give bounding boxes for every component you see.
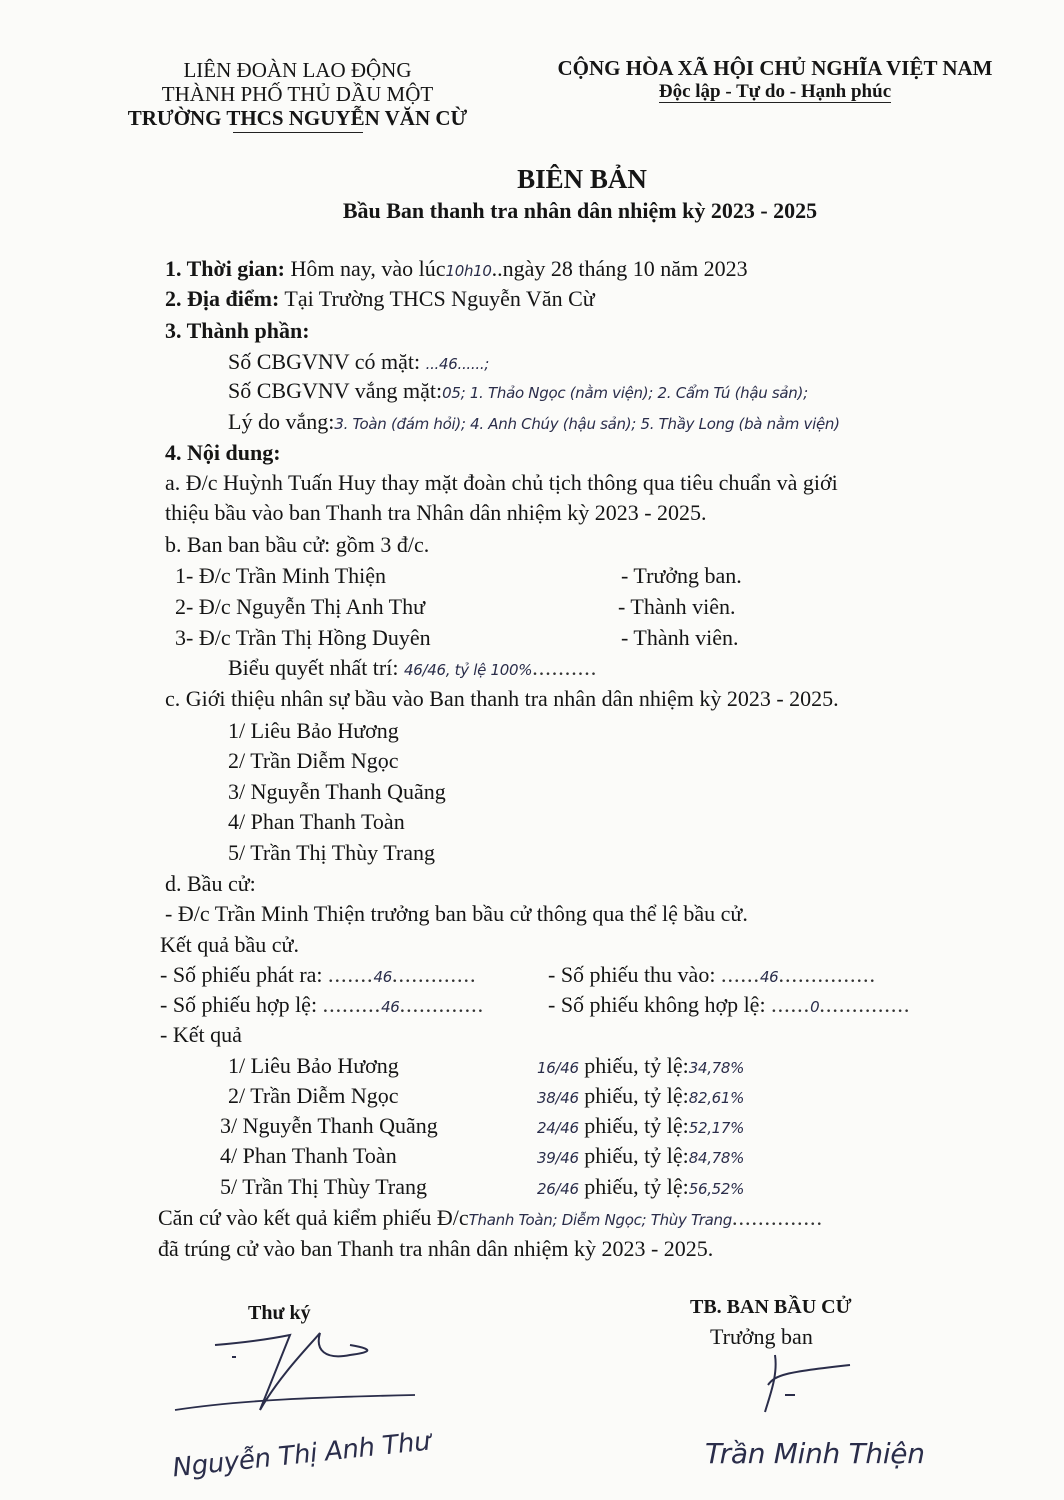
candidate-item: 1/ Liêu Bảo Hương <box>228 718 399 743</box>
candidate-item: 4/ Phan Thanh Toàn <box>228 809 405 834</box>
board-signature-title: TB. BAN BẦU CỬ <box>690 1296 852 1318</box>
ballots-invalid-row <box>548 992 910 1020</box>
ballots-valid-handwritten: 46 <box>381 998 400 1016</box>
board-member-name: 2- Đ/c Nguyễn Thị Anh Thư <box>175 594 426 619</box>
time-label: 1. Thời gian: <box>165 256 285 281</box>
result-votes-handwritten: 38/46 <box>537 1089 579 1107</box>
reason-label: Lý do vắng: <box>228 409 335 434</box>
board-member-role: - Trưởng ban. <box>621 563 742 588</box>
national-header <box>530 56 1020 104</box>
result-rate-handwritten: 34,78% <box>688 1059 745 1077</box>
item-c-line: c. Giới thiệu nhân sự bầu vào Ban thanh tra nhân dân nhiệm kỳ 2023 - 2025. <box>165 686 839 711</box>
school-name: TRƯỜNG THCS NGUYỄN VĂN CỪ <box>127 106 468 130</box>
board-member-role: - Thành viên. <box>621 625 739 650</box>
time-handwritten: 10h10 <box>445 262 492 280</box>
item-b-line: b. Ban ban bầu cử: gồm 3 đ/c. <box>165 532 430 557</box>
chair-signature <box>740 1350 860 1420</box>
result-rate-handwritten: 84,78% <box>688 1149 745 1167</box>
board-signature-role: Trưởng ban <box>710 1324 813 1349</box>
absent-handwritten: 05; 1. Thảo Ngọc (nằm viện); 2. Cẩm Tú (hậu sản); <box>442 384 808 402</box>
absent-label: Số CBGVNV vắng mặt: <box>228 378 443 403</box>
secretary-name-handwritten: Nguyễn Thị Anh Thư <box>171 1426 432 1484</box>
ballots-issued-handwritten: 46 <box>373 968 393 986</box>
result-phieu-text: phiếu, tỷ lệ: <box>584 1143 689 1168</box>
result-votes-handwritten: 26/46 <box>537 1180 579 1198</box>
item-a-line-1: a. Đ/c Huỳnh Tuấn Huy thay mặt đoàn chủ tịch thông qua tiêu chuẩn và giới <box>165 470 838 495</box>
result-name: 1/ Liêu Bảo Hương <box>228 1053 399 1078</box>
result-votes <box>537 1143 744 1171</box>
result-phieu-text: phiếu, tỷ lệ: <box>584 1053 689 1078</box>
ballots-valid-label: - Số phiếu hợp lệ: <box>160 992 318 1017</box>
ballots-collected-row <box>548 962 876 990</box>
org-underline <box>233 132 363 133</box>
present-handwritten: ...46......; <box>425 355 490 373</box>
chair-name-handwritten: Trần Minh Thiện <box>705 1437 925 1470</box>
section-composition-label: 3. Thành phần: <box>165 318 310 343</box>
ballots-collected-handwritten: 46 <box>759 968 779 986</box>
candidate-item: 3/ Nguyễn Thanh Quãng <box>228 779 446 804</box>
vote-handwritten: 46/46, tỷ lệ 100% <box>403 661 533 679</box>
present-row <box>228 349 489 377</box>
result-name: 3/ Nguyễn Thanh Quãng <box>220 1113 438 1138</box>
result-name: 5/ Trần Thị Thùy Trang <box>220 1174 428 1199</box>
org-line-1: LIÊN ĐOÀN LAO ĐỘNG <box>183 58 412 82</box>
org-header <box>120 58 475 133</box>
result-name: 4/ Phan Thanh Toàn <box>220 1143 397 1168</box>
ballots-valid-row <box>160 992 484 1020</box>
dots: ...... <box>771 992 811 1017</box>
present-label: Số CBGVNV có mặt: <box>228 349 421 374</box>
ballots-invalid-handwritten: 0 <box>810 998 820 1016</box>
secretary-signature <box>150 1315 430 1425</box>
item-d-label: d. Bầu cử: <box>165 871 256 896</box>
candidate-item: 2/ Trần Diễm Ngọc <box>228 748 399 773</box>
place-text: Tại Trường THCS Nguyễn Văn Cừ <box>284 286 595 311</box>
dots: .............. <box>819 992 911 1017</box>
result-name: 2/ Trần Diễm Ngọc <box>228 1083 399 1108</box>
section-time <box>165 256 748 284</box>
board-member-name: 1- Đ/c Trần Minh Thiện <box>175 563 387 588</box>
section-place <box>165 286 595 312</box>
result-votes <box>537 1174 744 1202</box>
org-line-2: THÀNH PHỐ THỦ DẦU MỘT <box>161 82 434 106</box>
item-d-line-1: - Đ/c Trần Minh Thiện trưởng ban bầu cử thông qua thể lệ bầu cử. <box>165 901 748 926</box>
ballots-invalid-label: - Số phiếu không hợp lệ: <box>548 992 766 1017</box>
item-d-line-2: Kết quả bầu cử. <box>160 932 299 957</box>
secretary-title: Thư ký <box>248 1302 311 1324</box>
dots: .............. <box>731 1205 823 1230</box>
result-rate-handwritten: 56,52% <box>688 1180 745 1198</box>
board-member-role: - Thành viên. <box>618 594 736 619</box>
item-a-line-2: thiệu bầu vào ban Thanh tra Nhân dân nhiệm kỳ 2023 - 2025. <box>165 500 707 525</box>
result-votes <box>537 1113 744 1141</box>
result-votes-handwritten: 16/46 <box>537 1059 579 1077</box>
result-votes <box>537 1083 744 1111</box>
document-subtitle: Bầu Ban thanh tra nhân dân nhiệm kỳ 2023 - 2025 <box>342 198 818 223</box>
ballots-issued-row <box>160 962 477 990</box>
result-votes-handwritten: 24/46 <box>537 1119 579 1137</box>
absent-row <box>228 378 808 406</box>
dots: ............. <box>392 962 477 987</box>
result-phieu-text: phiếu, tỷ lệ: <box>584 1083 689 1108</box>
dots: ............... <box>778 962 876 987</box>
vote-label: Biểu quyết nhất trí: <box>228 655 399 680</box>
dots: ............. <box>399 992 485 1017</box>
basis-line-2: đã trúng cử vào ban Thanh tra nhân dân nhiệm kỳ 2023 - 2025. <box>158 1236 714 1261</box>
time-date: ..ngày 28 tháng 10 năm 2023 <box>491 256 748 281</box>
national-title: CỘNG HÒA XÃ HỘI CHỦ NGHĨA VIỆT NAM <box>557 56 993 80</box>
result-rate-handwritten: 82,61% <box>688 1089 745 1107</box>
place-label: 2. Địa điểm: <box>165 286 280 311</box>
ballots-issued-label: - Số phiếu phát ra: <box>160 962 323 987</box>
result-phieu-text: phiếu, tỷ lệ: <box>584 1113 689 1138</box>
document-title: BIÊN BẢN <box>517 164 647 194</box>
dots: ....... <box>328 962 374 987</box>
basis-text: Căn cứ vào kết quả kiểm phiếu Đ/c <box>158 1205 469 1230</box>
vote-row <box>228 655 597 683</box>
dots: ......... <box>322 992 382 1017</box>
result-label: - Kết quả <box>160 1022 242 1047</box>
time-text: Hôm nay, vào lúc <box>290 256 446 281</box>
candidate-item: 5/ Trần Thị Thùy Trang <box>228 840 436 865</box>
reason-row <box>228 409 840 437</box>
vote-dots: .......... <box>532 655 598 680</box>
section-content-label: 4. Nội dung: <box>165 440 281 465</box>
reason-handwritten: 3. Toàn (đám hỏi); 4. Anh Chúy (hậu sản); 5. Thầy Long (bà nằm viện) <box>334 415 840 433</box>
result-rate-handwritten: 52,17% <box>688 1119 745 1137</box>
dots: ...... <box>720 962 760 987</box>
result-phieu-text: phiếu, tỷ lệ: <box>584 1174 689 1199</box>
national-motto: Độc lập - Tự do - Hạnh phúc <box>658 81 892 102</box>
board-member-name: 3- Đ/c Trần Thị Hồng Duyên <box>175 625 431 650</box>
ballots-collected-label: - Số phiếu thu vào: <box>548 962 716 987</box>
basis-handwritten: Thanh Toàn; Diễm Ngọc; Thùy Trang <box>468 1211 732 1229</box>
basis-line-1 <box>158 1205 823 1233</box>
result-votes <box>537 1053 744 1081</box>
result-votes-handwritten: 39/46 <box>537 1149 579 1167</box>
